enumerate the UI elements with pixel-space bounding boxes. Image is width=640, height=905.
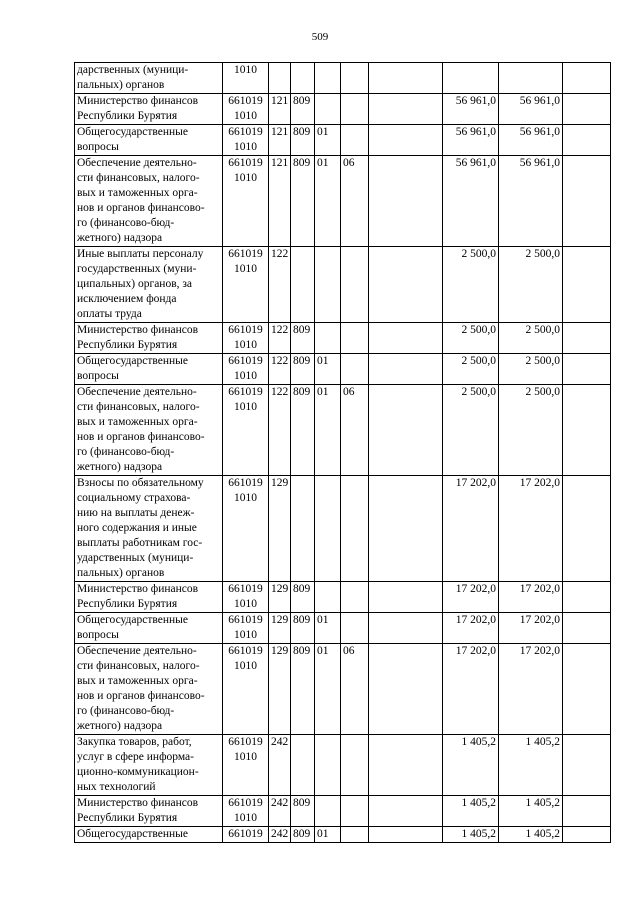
subsection-code: [341, 63, 369, 94]
ministry-code: [291, 247, 315, 323]
row-name: Министерство финансов Республики Бурятия: [75, 94, 223, 125]
ministry-code: 809: [291, 582, 315, 613]
amount-cell: 17 202,0: [443, 476, 499, 582]
subsection-code: [341, 247, 369, 323]
amount-cell: 56 961,0: [443, 94, 499, 125]
target-article-code: 661019 1010: [223, 94, 269, 125]
section-code: [315, 323, 341, 354]
page-number: 509: [311, 31, 329, 43]
amount-cell-2: 1 405,2: [499, 827, 563, 843]
amount-cell: 17 202,0: [443, 613, 499, 644]
ministry-code: 809: [291, 354, 315, 385]
expense-type-code: 122: [269, 354, 291, 385]
amount-cell: 56 961,0: [443, 125, 499, 156]
section-code: [315, 735, 341, 796]
table-row: [75, 796, 611, 827]
amount-cell-2: 1 405,2: [499, 735, 563, 796]
section-code: [315, 796, 341, 827]
empty-cell: [563, 247, 611, 323]
empty-cell: [369, 323, 443, 354]
ministry-code: 809: [291, 385, 315, 476]
empty-cell: [369, 582, 443, 613]
section-code: 01: [315, 125, 341, 156]
expense-type-code: 129: [269, 644, 291, 735]
empty-cell: [369, 247, 443, 323]
empty-cell: [369, 354, 443, 385]
ministry-code: 809: [291, 796, 315, 827]
target-article-code: 661019 1010: [223, 735, 269, 796]
row-name: Общегосударственные вопросы: [75, 613, 223, 644]
amount-cell: 1 405,2: [443, 796, 499, 827]
subsection-code: [341, 323, 369, 354]
table-row: [75, 827, 611, 843]
amount-cell: 17 202,0: [443, 582, 499, 613]
table-row: [75, 354, 611, 385]
empty-cell: [369, 385, 443, 476]
table-row: [75, 125, 611, 156]
target-article-code: 661019 1010: [223, 156, 269, 247]
table-row: [75, 644, 611, 735]
expense-type-code: 122: [269, 385, 291, 476]
section-code: 01: [315, 827, 341, 843]
table-row: [75, 735, 611, 796]
row-name: дарственных (муници- пальных) органов: [75, 63, 223, 94]
expense-type-code: 129: [269, 613, 291, 644]
section-code: [315, 582, 341, 613]
amount-cell-2: 2 500,0: [499, 247, 563, 323]
section-code: 01: [315, 644, 341, 735]
amount-cell: 56 961,0: [443, 156, 499, 247]
row-name: Обеспечение деятельно- сти финансовых, налого- вых и таможенных орга- нов и органов финансово- го (финансово-бюд- жетного) надзора: [75, 156, 223, 247]
ministry-code: 809: [291, 156, 315, 247]
row-name: Общегосударственные вопросы: [75, 354, 223, 385]
section-code: [315, 476, 341, 582]
subsection-code: [341, 827, 369, 843]
row-name: Обеспечение деятельно- сти финансовых, налого- вых и таможенных орга- нов и органов финансово- го (финансово-бюд- жетного) надзора: [75, 644, 223, 735]
target-article-code: 661019 1010: [223, 385, 269, 476]
empty-cell: [369, 735, 443, 796]
target-article-code: 661019 1010: [223, 323, 269, 354]
ministry-code: [291, 476, 315, 582]
expense-type-code: 122: [269, 323, 291, 354]
table-row: [75, 247, 611, 323]
amount-cell: 2 500,0: [443, 354, 499, 385]
ministry-code: 809: [291, 827, 315, 843]
subsection-code: [341, 125, 369, 156]
empty-cell: [563, 385, 611, 476]
subsection-code: 06: [341, 385, 369, 476]
row-name: Министерство финансов Республики Бурятия: [75, 323, 223, 354]
subsection-code: [341, 94, 369, 125]
expense-type-code: 121: [269, 94, 291, 125]
expense-type-code: 242: [269, 827, 291, 843]
table-row: [75, 63, 611, 94]
row-name: Министерство финансов Республики Бурятия: [75, 582, 223, 613]
budget-table: [74, 62, 611, 843]
ministry-code: 809: [291, 323, 315, 354]
empty-cell: [563, 354, 611, 385]
table-row: [75, 385, 611, 476]
amount-cell-2: 17 202,0: [499, 613, 563, 644]
empty-cell: [563, 94, 611, 125]
ministry-code: 809: [291, 644, 315, 735]
expense-type-code: [269, 63, 291, 94]
target-article-code: 661019 1010: [223, 644, 269, 735]
amount-cell: 2 500,0: [443, 323, 499, 354]
target-article-code: 661019: [223, 827, 269, 843]
empty-cell: [369, 94, 443, 125]
target-article-code: 661019 1010: [223, 476, 269, 582]
ministry-code: [291, 63, 315, 94]
empty-cell: [563, 644, 611, 735]
subsection-code: [341, 354, 369, 385]
section-code: 01: [315, 156, 341, 247]
subsection-code: [341, 613, 369, 644]
empty-cell: [369, 827, 443, 843]
expense-type-code: 242: [269, 796, 291, 827]
target-article-code: 661019 1010: [223, 796, 269, 827]
empty-cell: [563, 476, 611, 582]
amount-cell-2: 1 405,2: [499, 796, 563, 827]
ministry-code: 809: [291, 94, 315, 125]
ministry-code: 809: [291, 125, 315, 156]
row-name: Закупка товаров, работ, услуг в сфере информа- ционно-коммуникацион- ных технологий: [75, 735, 223, 796]
amount-cell-2: 56 961,0: [499, 125, 563, 156]
amount-cell-2: 2 500,0: [499, 354, 563, 385]
section-code: 01: [315, 613, 341, 644]
target-article-code: 661019 1010: [223, 354, 269, 385]
empty-cell: [563, 827, 611, 843]
empty-cell: [369, 796, 443, 827]
amount-cell-2: 17 202,0: [499, 476, 563, 582]
empty-cell: [369, 125, 443, 156]
amount-cell: [443, 63, 499, 94]
row-name: Общегосударственные вопросы: [75, 125, 223, 156]
table-body: [75, 63, 611, 843]
section-code: 01: [315, 385, 341, 476]
subsection-code: [341, 582, 369, 613]
amount-cell: 2 500,0: [443, 247, 499, 323]
section-code: [315, 63, 341, 94]
expense-type-code: 242: [269, 735, 291, 796]
empty-cell: [563, 323, 611, 354]
row-name: Общегосударственные: [75, 827, 223, 843]
empty-cell: [563, 582, 611, 613]
table-row: [75, 156, 611, 247]
empty-cell: [369, 156, 443, 247]
expense-type-code: 121: [269, 125, 291, 156]
empty-cell: [369, 476, 443, 582]
target-article-code: 661019 1010: [223, 582, 269, 613]
row-name: Иные выплаты персоналу государственных (муни- ципальных) органов, за исключением фонда оплаты труда: [75, 247, 223, 323]
empty-cell: [369, 613, 443, 644]
target-article-code: 661019 1010: [223, 125, 269, 156]
subsection-code: [341, 796, 369, 827]
table-row: [75, 582, 611, 613]
row-name: Взносы по обязательному социальному страхова- нию на выплаты денеж- ного содержания и иные выплаты работникам гос- ударственных (муници- пальных) органов: [75, 476, 223, 582]
amount-cell: 17 202,0: [443, 644, 499, 735]
section-code: 01: [315, 354, 341, 385]
table-row: [75, 613, 611, 644]
section-code: [315, 94, 341, 125]
empty-cell: [563, 125, 611, 156]
table-row: [75, 94, 611, 125]
row-name: Обеспечение деятельно- сти финансовых, налого- вых и таможенных орга- нов и органов финансово- го (финансово-бюд- жетного) надзора: [75, 385, 223, 476]
ministry-code: 809: [291, 613, 315, 644]
amount-cell-2: 2 500,0: [499, 385, 563, 476]
empty-cell: [563, 63, 611, 94]
amount-cell-2: 56 961,0: [499, 94, 563, 125]
ministry-code: [291, 735, 315, 796]
empty-cell: [563, 156, 611, 247]
empty-cell: [369, 63, 443, 94]
expense-type-code: 129: [269, 582, 291, 613]
expense-type-code: 129: [269, 476, 291, 582]
amount-cell: 1 405,2: [443, 735, 499, 796]
empty-cell: [563, 613, 611, 644]
amount-cell: 1 405,2: [443, 827, 499, 843]
subsection-code: 06: [341, 644, 369, 735]
subsection-code: 06: [341, 156, 369, 247]
subsection-code: [341, 476, 369, 582]
table-row: [75, 476, 611, 582]
subsection-code: [341, 735, 369, 796]
empty-cell: [369, 644, 443, 735]
amount-cell-2: 2 500,0: [499, 323, 563, 354]
target-article-code: 661019 1010: [223, 247, 269, 323]
expense-type-code: 121: [269, 156, 291, 247]
amount-cell: 2 500,0: [443, 385, 499, 476]
amount-cell-2: 17 202,0: [499, 582, 563, 613]
section-code: [315, 247, 341, 323]
amount-cell-2: [499, 63, 563, 94]
target-article-code: 1010: [223, 63, 269, 94]
amount-cell-2: 56 961,0: [499, 156, 563, 247]
empty-cell: [563, 796, 611, 827]
target-article-code: 661019 1010: [223, 613, 269, 644]
row-name: Министерство финансов Республики Бурятия: [75, 796, 223, 827]
table-row: [75, 323, 611, 354]
expense-type-code: 122: [269, 247, 291, 323]
empty-cell: [563, 735, 611, 796]
amount-cell-2: 17 202,0: [499, 644, 563, 735]
